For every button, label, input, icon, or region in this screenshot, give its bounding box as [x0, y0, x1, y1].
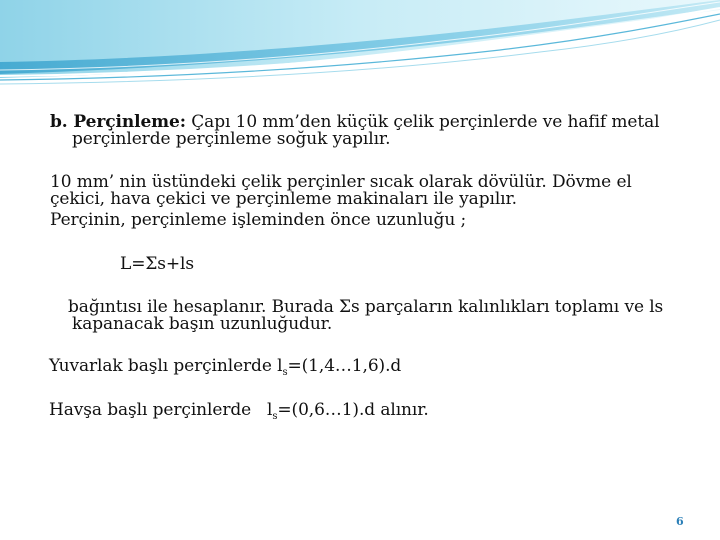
- heading-continuation: perçinlerde perçinleme soğuk yapılır.: [72, 129, 391, 149]
- paragraph-2-line-2: kapanacak başın uzunluğudur.: [72, 314, 333, 334]
- countersunk-prefix: Havşa başlı perçinlerde l: [49, 400, 273, 420]
- round-head-rivet-line: [49, 356, 402, 378]
- paragraph-1-line-3: Perçinin, perçinleme işleminden önce uzunluğu ;: [50, 210, 467, 230]
- heading-text: Çapı 10 mm’den küçük çelik perçinlerde ve hafif metal: [185, 112, 660, 132]
- countersunk-subscript: s: [272, 411, 278, 422]
- round-head-prefix: Yuvarlak başlı perçinlerde l: [49, 356, 283, 376]
- paragraph-2-line-1: bağıntısı ile hesaplanır. Burada Σs parçaların kalınlıkları toplamı ve ls: [68, 297, 664, 317]
- round-head-subscript: s: [282, 367, 288, 378]
- countersunk-rivet-line: [49, 400, 429, 422]
- paragraph-1-line-1: 10 mm’ nin üstündeki çelik perçinler sıcak olarak dövülür. Dövme el: [50, 172, 632, 192]
- formula: L=Σs+ls: [120, 254, 194, 274]
- heading-label: b. Perçinleme:: [50, 112, 186, 132]
- round-head-suffix: =(1,4…1,6).d: [287, 356, 402, 376]
- countersunk-suffix: =(0,6…1).d alınır.: [277, 400, 429, 420]
- page-number: 6: [676, 515, 684, 528]
- paragraph-1-line-2: çekici, hava çekici ve perçinleme makinaları ile yapılır.: [50, 189, 517, 209]
